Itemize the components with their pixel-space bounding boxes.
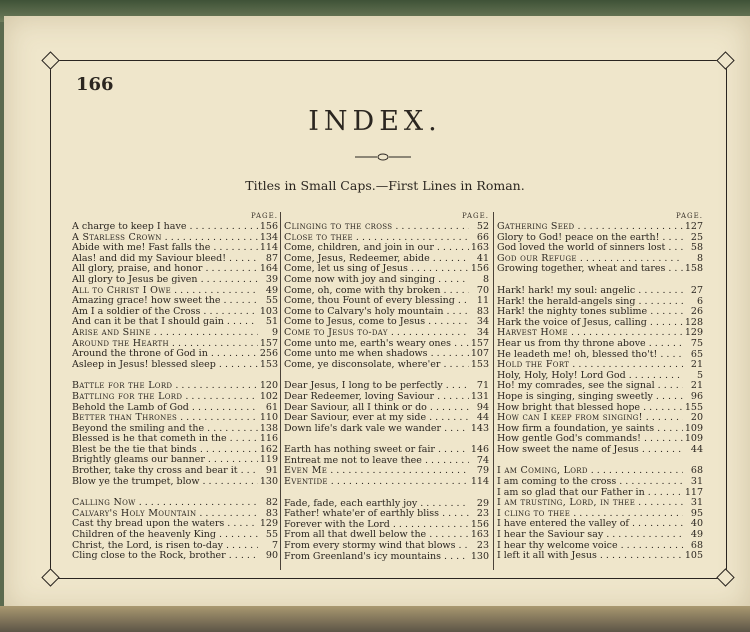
index-entry: [72, 477, 278, 488]
index-column: [72, 212, 278, 562]
index-entry-page: 155: [684, 401, 703, 413]
index-entry-title: God our Refuge . . .: [497, 254, 683, 265]
index-entry-page: 130: [259, 475, 278, 487]
index-entry-title: Eventide . . .: [284, 477, 469, 488]
index-entry: [72, 541, 278, 552]
index-entry: [72, 275, 278, 286]
index-entry-page: 34: [476, 326, 489, 338]
index-entry: [72, 413, 278, 424]
group-spacer: [497, 455, 703, 466]
index-entry: [497, 222, 703, 233]
index-entry-title: Come to Calvary's holy mountain . . .: [284, 307, 469, 318]
index-entry: [497, 254, 703, 265]
index-entry: [497, 339, 703, 350]
index-entry: [284, 445, 489, 456]
index-entry: [497, 477, 703, 488]
index-entry-title: Hark! the herald-angels sing . . .: [497, 297, 683, 308]
index-entry-title: Battling for the Lord . . .: [72, 392, 258, 403]
index-entry-title: Ho! my comrades, see the signal . . .: [497, 381, 683, 392]
index-entry-page: 70: [476, 284, 489, 296]
group-spacer: [284, 488, 489, 499]
index-entry-title: Blow ye the trumpet, blow . . .: [72, 477, 258, 488]
index-entry: [497, 328, 703, 339]
index-entry-title: How sweet the name of Jesus . . .: [497, 445, 683, 456]
index-entry-title: All glory to Jesus be given . . .: [72, 275, 258, 286]
index-entry-page: 44: [476, 412, 489, 424]
index-entry-page: 90: [265, 550, 278, 562]
index-entry-page: 26: [690, 306, 703, 318]
index-entry: [284, 424, 489, 435]
index-column: [497, 212, 703, 562]
index-entry-title: I am coming to the cross . . .: [497, 477, 683, 488]
index-entry-page: 21: [690, 359, 703, 371]
index-entry-page: 31: [690, 476, 703, 488]
index-entry-page: 83: [265, 507, 278, 519]
index-entry-title: From every stormy wind that blows . . .: [284, 541, 469, 552]
index-entry-page: 138: [259, 422, 278, 434]
index-entry: [72, 455, 278, 466]
index-entry: [284, 275, 489, 286]
index-entry-page: 66: [476, 231, 489, 243]
index-entry-title: Calling Now . . .: [72, 498, 258, 509]
index-entry: [497, 318, 703, 329]
index-entry: [284, 381, 489, 392]
index-entry-page: 83: [476, 305, 489, 317]
index-entry: [284, 466, 489, 477]
page-title: INDEX.: [308, 106, 442, 137]
index-entry-page: 8: [696, 252, 703, 264]
index-entry-title: Forever with the Lord . . .: [284, 520, 469, 531]
index-entry-page: 153: [470, 358, 489, 370]
page-number: 166: [76, 74, 114, 95]
index-entry-title: How can I keep from singing! . . .: [497, 413, 683, 424]
index-entry-page: 153: [259, 358, 278, 370]
page-column-header: PAGE.: [461, 212, 489, 220]
index-entry-page: 109: [684, 422, 703, 434]
index-entry-title: Holy, Holy, Holy! Lord God . . .: [497, 371, 683, 382]
index-entry-page: 65: [690, 348, 703, 360]
index-entry: [497, 243, 703, 254]
index-entry-title: Gathering Seed . . .: [497, 222, 683, 233]
group-spacer: [497, 275, 703, 286]
index-entry-page: 107: [470, 348, 489, 360]
index-entry-page: 5: [696, 369, 703, 381]
index-entry-page: 130: [470, 550, 489, 562]
index-entry-title: Blessed is he that cometh in the . . .: [72, 434, 258, 445]
index-entry-page: 109: [684, 433, 703, 445]
index-entry-title: How firm a foundation, ye saints . . .: [497, 424, 683, 435]
index-entry: [497, 445, 703, 456]
index-entry: [284, 254, 489, 265]
index-entry: [284, 499, 489, 510]
index-entry-page: 71: [476, 380, 489, 392]
index-entry-page: 131: [470, 390, 489, 402]
index-entry-page: 74: [476, 454, 489, 466]
index-entry-title: And can it be that I should gain . . .: [72, 317, 258, 328]
index-entry-title: Entreat me not to leave thee . . .: [284, 456, 469, 467]
index-entry: [284, 222, 489, 233]
index-subtitle: Titles in Small Caps.—First Lines in Roman.: [245, 178, 525, 193]
index-entry: [284, 243, 489, 254]
index-entry: [497, 350, 703, 361]
index-entry: [72, 551, 278, 562]
index-entry-page: 52: [476, 221, 489, 232]
index-entry: [72, 286, 278, 297]
index-entry-page: 49: [265, 284, 278, 296]
index-entry-page: 114: [470, 476, 489, 488]
index-entry-page: 29: [476, 497, 489, 509]
index-entry-title: Come to Jesus, come to Jesus . . .: [284, 317, 469, 328]
index-entry-title: Father! whate'er of earthly bliss . . .: [284, 509, 469, 520]
index-entry: [284, 456, 489, 467]
index-entry-title: Hark! hark! my soul: angelic . . .: [497, 286, 683, 297]
index-entry-title: Better than Thrones . . .: [72, 413, 258, 424]
index-entry: [72, 434, 278, 445]
index-entry-page: 129: [684, 327, 703, 339]
index-entry-page: 41: [476, 252, 489, 264]
index-entry-page: 7: [271, 539, 278, 551]
index-entry: [72, 264, 278, 275]
index-entry: [72, 222, 278, 233]
index-entry-page: 162: [259, 443, 278, 455]
index-entry-title: Dear Redeemer, loving Saviour . . .: [284, 392, 469, 403]
index-entry: [284, 233, 489, 244]
index-entry: [72, 530, 278, 541]
index-entry-page: 8: [482, 273, 489, 285]
index-entry-title: Down life's dark vale we wander . . .: [284, 424, 469, 435]
index-entry-title: Fade, fade, each earthly joy . . .: [284, 499, 469, 510]
index-entry-page: 11: [476, 295, 489, 307]
index-entry-title: Come unto me when shadows . . .: [284, 349, 469, 360]
index-entry-page: 119: [259, 454, 278, 466]
index-entry-title: Around the Hearth . . .: [72, 339, 258, 350]
index-entry-title: Clinging to the cross . . .: [284, 222, 469, 233]
index-entry-page: 55: [265, 529, 278, 541]
index-entry-title: Come unto me, earth's weary ones . . .: [284, 339, 469, 350]
index-entry-title: From Greenland's icy mountains . . .: [284, 552, 469, 563]
index-column: [284, 212, 489, 562]
index-entry-page: 6: [696, 295, 703, 307]
index-entry: [497, 371, 703, 382]
index-entry-page: 102: [259, 390, 278, 402]
index-entry: [284, 296, 489, 307]
index-entry-title: Dear Saviour, ever at my side . . .: [284, 413, 469, 424]
index-entry: [72, 254, 278, 265]
index-entry: [497, 424, 703, 435]
index-entry: [497, 403, 703, 414]
index-entry: [497, 392, 703, 403]
index-entry: [497, 551, 703, 562]
index-entry-page: 82: [265, 497, 278, 509]
index-entry-page: 157: [470, 337, 489, 349]
index-entry-title: Earth has nothing sweet or fair . . .: [284, 445, 469, 456]
index-entry-page: 156: [470, 263, 489, 275]
index-entry-title: God loved the world of sinners lost . . .: [497, 243, 683, 254]
index-entry-title: A Starless Crown . . .: [72, 233, 258, 244]
index-entry: [72, 403, 278, 414]
index-entry: [284, 477, 489, 488]
index-entry: [497, 488, 703, 499]
index-entry-page: 146: [470, 444, 489, 456]
index-entry-title: Come, thou Fount of every blessing . . .: [284, 296, 469, 307]
column-divider: [280, 212, 281, 570]
index-entry-title: Around the throne of God in . . .: [72, 349, 258, 360]
index-entry: [284, 317, 489, 328]
index-entry-title: Glory to God! peace on the earth! . . .: [497, 233, 683, 244]
index-entry-page: 95: [690, 507, 703, 519]
index-entry-title: I am trusting, Lord, in thee . . .: [497, 498, 683, 509]
index-entry: [497, 264, 703, 275]
index-entry-page: 27: [690, 284, 703, 296]
index-entry: [497, 286, 703, 297]
index-entry-title: I cling to thee . . .: [497, 509, 683, 520]
index-entry-title: Behold the Lamb of God . . .: [72, 403, 258, 414]
index-entry: [497, 434, 703, 445]
index-entry: [497, 466, 703, 477]
index-entry-title: Hear us from thy throne above . . .: [497, 339, 683, 350]
index-entry: [497, 413, 703, 424]
book-cover-bottom: [0, 606, 750, 632]
index-entry: [72, 317, 278, 328]
index-entry-title: Asleep in Jesus! blessed sleep . . .: [72, 360, 258, 371]
index-entry-title: Hark! the nighty tones sublime . . .: [497, 307, 683, 318]
index-entry-page: 68: [690, 465, 703, 477]
index-entry: [284, 349, 489, 360]
index-entry: [72, 445, 278, 456]
index-entry: [284, 541, 489, 552]
group-spacer: [284, 434, 489, 445]
index-entry-title: Blest be the tie that binds . . .: [72, 445, 258, 456]
index-entry: [72, 328, 278, 339]
index-entry-title: Come now with joy and singing . . .: [284, 275, 469, 286]
index-entry-page: 103: [259, 305, 278, 317]
index-entry: [284, 403, 489, 414]
index-entry-title: Harvest Home . . .: [497, 328, 683, 339]
index-entry-page: 134: [259, 231, 278, 243]
index-entry-title: Brightly gleams our banner . . .: [72, 455, 258, 466]
title-ornament-icon: [355, 153, 411, 161]
index-entry-title: Beyond the smiling and the . . .: [72, 424, 258, 435]
index-entry-title: Amazing grace! how sweet the . . .: [72, 296, 258, 307]
index-entry-title: Come, let us sing of Jesus . . .: [284, 264, 469, 275]
group-spacer: [284, 370, 489, 381]
index-entry-title: I hear thy welcome voice . . .: [497, 541, 683, 552]
index-entry: [497, 381, 703, 392]
index-entry-page: 25: [690, 231, 703, 243]
index-entry: [72, 233, 278, 244]
index-entry: [72, 466, 278, 477]
index-entry-page: 87: [265, 252, 278, 264]
index-entry: [72, 424, 278, 435]
index-entry-page: 68: [690, 539, 703, 551]
index-entry-page: 128: [684, 316, 703, 328]
index-entry-page: 55: [265, 295, 278, 307]
index-entry-page: 114: [259, 242, 278, 254]
index-entry-title: I have entered the valley of . . .: [497, 519, 683, 530]
index-entry: [72, 392, 278, 403]
index-entry-title: Hold the Fort . . .: [497, 360, 683, 371]
index-entry-page: 94: [476, 401, 489, 413]
index-entry-page: 164: [259, 263, 278, 275]
index-entry-page: 58: [690, 242, 703, 254]
index-entry-page: 61: [265, 401, 278, 413]
index-entry-title: Close to thee . . .: [284, 233, 469, 244]
index-entry-title: All glory, praise, and honor . . .: [72, 264, 258, 275]
index-entry: [72, 360, 278, 371]
index-entry: [72, 349, 278, 360]
index-entry: [497, 519, 703, 530]
index-entry-page: 163: [470, 242, 489, 254]
index-entry-title: Cling close to the Rock, brother . . .: [72, 551, 258, 562]
index-entry: [72, 296, 278, 307]
index-entry-title: From all that dwell below the . . .: [284, 530, 469, 541]
index-entry-title: I am Coming, Lord . . .: [497, 466, 683, 477]
index-entry-title: Dear Saviour, all I think or do . . .: [284, 403, 469, 414]
index-entry-page: 120: [259, 380, 278, 392]
index-entry-page: 116: [259, 433, 278, 445]
index-entry: [497, 307, 703, 318]
index-entry-page: 157: [259, 337, 278, 349]
index-entry-title: Come to Jesus to-day . . .: [284, 328, 469, 339]
index-entry-page: 117: [684, 486, 703, 498]
index-entry-title: Hark the voice of Jesus, calling . . .: [497, 318, 683, 329]
index-entry: [497, 297, 703, 308]
index-entry: [72, 381, 278, 392]
index-entry-title: I am so glad that our Father in . . .: [497, 488, 683, 499]
index-entry: [284, 360, 489, 371]
index-entry: [284, 307, 489, 318]
index-entry-title: I hear the Saviour say . . .: [497, 530, 683, 541]
index-entry: [72, 519, 278, 530]
index-entry: [72, 307, 278, 318]
index-entry-page: 156: [470, 518, 489, 530]
index-entry: [284, 520, 489, 531]
index-entry-page: 156: [259, 221, 278, 232]
index-entry-title: Cast thy bread upon the waters . . .: [72, 519, 258, 530]
index-entry-title: Calvary's Holy Mountain . . .: [72, 509, 258, 520]
group-spacer: [72, 487, 278, 498]
index-entry-page: 44: [690, 443, 703, 455]
index-entry-page: 129: [259, 518, 278, 530]
index-entry: [72, 243, 278, 254]
index-entry-page: 127: [684, 221, 703, 232]
index-entry: [497, 360, 703, 371]
index-entry: [284, 552, 489, 563]
index-entry-title: Hope is singing, singing sweetly . . .: [497, 392, 683, 403]
index-entry-page: 105: [684, 550, 703, 562]
index-entry-page: 96: [690, 390, 703, 402]
index-entry-page: 51: [265, 316, 278, 328]
group-spacer: [72, 370, 278, 381]
index-entry-title: Am I a soldier of the Cross . . .: [72, 307, 258, 318]
index-entry: [72, 509, 278, 520]
index-entry-title: Children of the heavenly King . . .: [72, 530, 258, 541]
index-entry-page: 75: [690, 337, 703, 349]
index-entry-page: 31: [690, 497, 703, 509]
index-entry-title: Abide with me! Fast falls the . . .: [72, 243, 258, 254]
index-entry-page: 49: [690, 529, 703, 541]
index-entry-page: 40: [690, 518, 703, 530]
index-entry-title: Growing together, wheat and tares . . .: [497, 264, 683, 275]
index-entry-title: A charge to keep I have . . .: [72, 222, 258, 233]
index-entry-page: 163: [470, 529, 489, 541]
index-entry: [284, 530, 489, 541]
page-column-header: PAGE.: [675, 212, 703, 220]
index-entry: [72, 339, 278, 350]
index-entry-title: How gentle God's commands! . . .: [497, 434, 683, 445]
index-entry-page: 21: [690, 380, 703, 392]
index-entry-title: He leadeth me! oh, blessed tho't! . . .: [497, 350, 683, 361]
page-column-header: PAGE.: [250, 212, 278, 220]
index-entry-page: 158: [684, 263, 703, 275]
index-entry-title: Brother, take thy cross and bear it . . .: [72, 466, 258, 477]
index-entry-title: Battle for the Lord . . .: [72, 381, 258, 392]
index-entry: [284, 509, 489, 520]
index-entry: [497, 530, 703, 541]
index-entry: [497, 498, 703, 509]
index-entry-title: Alas! and did my Saviour bleed! . . .: [72, 254, 258, 265]
index-entry-title: Dear Jesus, I long to be perfectly . . .: [284, 381, 469, 392]
index-entry-page: 23: [476, 508, 489, 520]
index-entry-title: Come, children, and join in our . . .: [284, 243, 469, 254]
index-entry-title: Come, oh, come with thy broken . . .: [284, 286, 469, 297]
index-entry-page: 91: [265, 465, 278, 477]
index-entry-title: Come, ye disconsolate, where'er . . .: [284, 360, 469, 371]
index-entry: [497, 233, 703, 244]
index-entry-title: How bright that blessed hope . . .: [497, 403, 683, 414]
index-entry-title: Even Me . . .: [284, 466, 469, 477]
index-entry-page: 79: [476, 465, 489, 477]
index-entry-page: 9: [271, 326, 278, 338]
index-entry-page: 23: [476, 540, 489, 552]
index-entry-page: 39: [265, 273, 278, 285]
index-entry-page: 256: [259, 348, 278, 360]
index-entry-title: I left it all with Jesus . . .: [497, 551, 683, 562]
column-divider: [493, 212, 494, 570]
index-entry-title: All to Christ I Owe . . .: [72, 286, 258, 297]
index-entry: [284, 413, 489, 424]
index-entry: [497, 509, 703, 520]
index-entry-title: Arise and Shine . . .: [72, 328, 258, 339]
index-entry-page: 20: [690, 412, 703, 424]
index-entry: [284, 392, 489, 403]
index-entry-page: 143: [470, 422, 489, 434]
index-entry-title: Come, Jesus, Redeemer, abide . . .: [284, 254, 469, 265]
index-entry: [284, 328, 489, 339]
index-entry: [284, 339, 489, 350]
index-entry: [497, 541, 703, 552]
index-entry: [72, 498, 278, 509]
index-entry: [284, 286, 489, 297]
index-entry: [284, 264, 489, 275]
index-entry-page: 34: [476, 316, 489, 328]
index-entry-page: 110: [259, 412, 278, 424]
index-entry-title: Christ, the Lord, is risen to-day . . .: [72, 541, 258, 552]
